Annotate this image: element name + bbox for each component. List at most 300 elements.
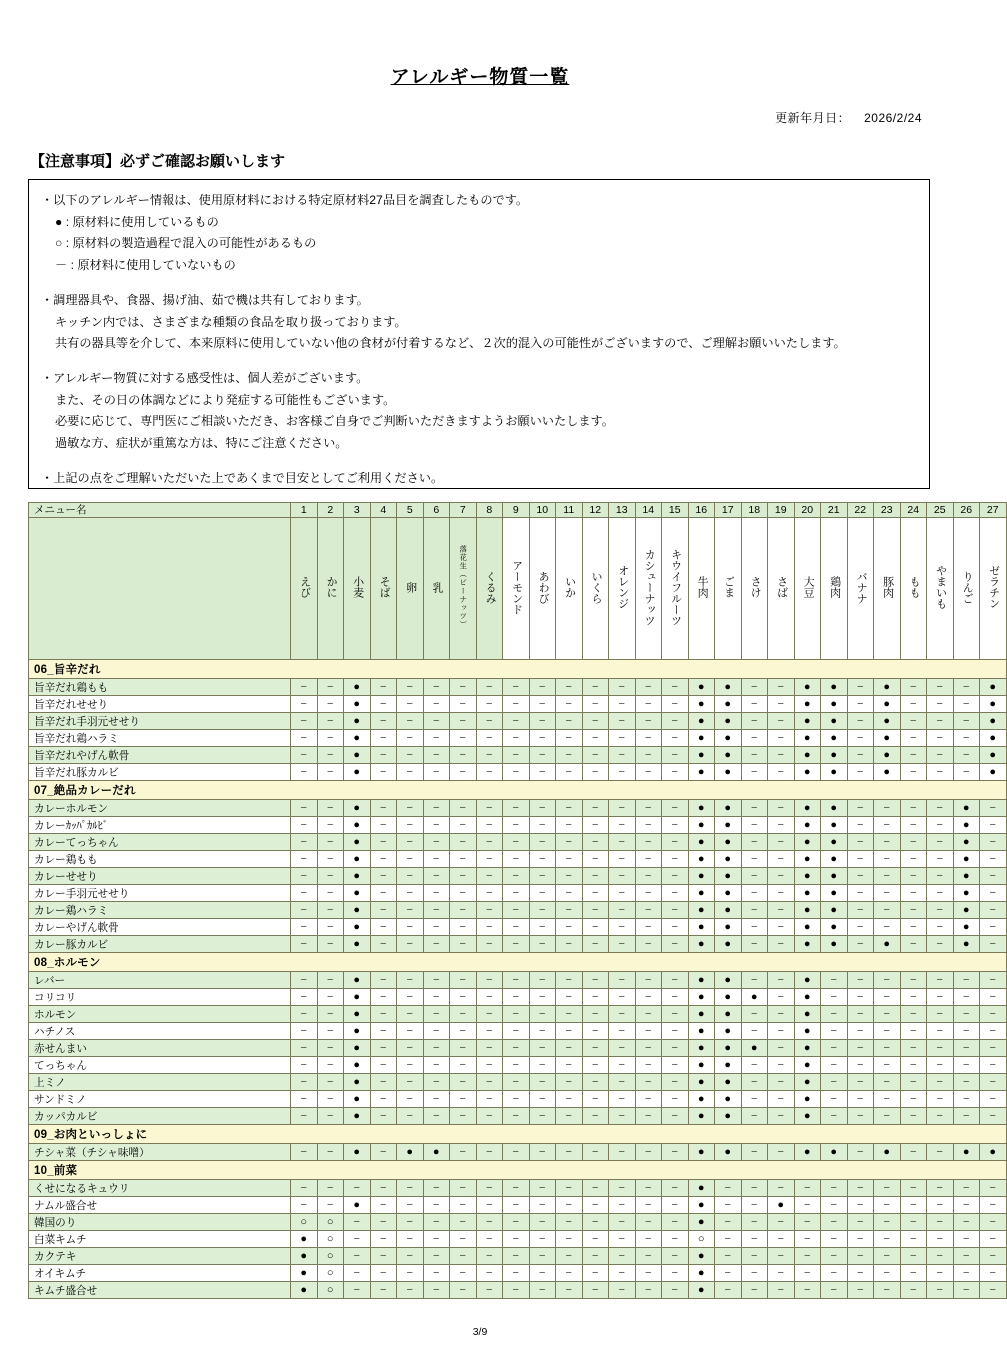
allergen-cell-11: − <box>556 868 583 885</box>
allergen-cell-19: − <box>768 817 795 834</box>
allergen-cell-4: − <box>370 834 397 851</box>
allergen-cell-16: ● <box>688 1180 715 1197</box>
allergen-cell-1: − <box>291 885 318 902</box>
allergen-cell-6: − <box>423 885 450 902</box>
allergen-cell-27: − <box>980 1057 1007 1074</box>
allergen-col-number-17: 17 <box>715 503 742 518</box>
allergen-col-number-5: 5 <box>397 503 424 518</box>
allergen-cell-2: − <box>317 713 344 730</box>
allergen-cell-20: ● <box>794 868 821 885</box>
allergen-cell-7: − <box>450 902 477 919</box>
allergen-cell-25: − <box>927 747 954 764</box>
allergen-cell-5: − <box>397 1282 424 1299</box>
allergen-cell-4: − <box>370 800 397 817</box>
allergen-cell-9: − <box>503 713 530 730</box>
allergen-cell-21: − <box>821 1180 848 1197</box>
allergen-cell-18: − <box>741 1248 768 1265</box>
allergen-cell-25: − <box>927 800 954 817</box>
allergen-cell-24: − <box>900 747 927 764</box>
allergen-cell-19: − <box>768 1091 795 1108</box>
allergen-cell-17: ● <box>715 1040 742 1057</box>
allergen-cell-14: − <box>635 989 662 1006</box>
allergen-cell-15: − <box>662 679 689 696</box>
allergen-cell-17: ● <box>715 1091 742 1108</box>
allergen-cell-7: − <box>450 1248 477 1265</box>
allergen-cell-10: − <box>529 902 556 919</box>
allergen-cell-11: − <box>556 1144 583 1161</box>
allergen-cell-12: − <box>582 902 609 919</box>
allergen-cell-23: − <box>874 834 901 851</box>
allergen-cell-22: − <box>847 679 874 696</box>
allergen-cell-12: − <box>582 1108 609 1125</box>
allergen-cell-22: − <box>847 1144 874 1161</box>
allergen-cell-21: ● <box>821 696 848 713</box>
allergen-cell-19: − <box>768 800 795 817</box>
allergen-cell-25: − <box>927 764 954 781</box>
allergen-cell-6: − <box>423 1231 450 1248</box>
allergen-cell-1: − <box>291 817 318 834</box>
section-title: 06_旨辛だれ <box>29 660 1007 679</box>
allergen-cell-7: − <box>450 868 477 885</box>
menu-item-name: カレーやげん軟骨 <box>29 919 291 936</box>
allergen-col-number-19: 19 <box>768 503 795 518</box>
allergen-cell-24: − <box>900 679 927 696</box>
allergen-cell-16: ● <box>688 1108 715 1125</box>
allergen-cell-9: − <box>503 696 530 713</box>
allergen-cell-25: − <box>927 1040 954 1057</box>
allergen-cell-18: − <box>741 1023 768 1040</box>
allergen-cell-1: − <box>291 851 318 868</box>
allergen-cell-20: ● <box>794 989 821 1006</box>
allergen-cell-9: − <box>503 730 530 747</box>
allergen-cell-18: − <box>741 919 768 936</box>
allergen-cell-26: ● <box>953 919 980 936</box>
allergen-cell-14: − <box>635 1040 662 1057</box>
allergen-cell-27: ● <box>980 713 1007 730</box>
allergen-cell-2: − <box>317 1108 344 1125</box>
allergen-cell-22: − <box>847 1074 874 1091</box>
table-row <box>29 1074 1007 1091</box>
allergen-cell-20: ● <box>794 817 821 834</box>
table-row <box>29 1248 1007 1265</box>
allergen-cell-25: − <box>927 1091 954 1108</box>
allergen-cell-22: − <box>847 989 874 1006</box>
allergen-cell-8: − <box>476 800 503 817</box>
allergen-cell-4: − <box>370 1231 397 1248</box>
allergen-cell-22: − <box>847 885 874 902</box>
allergen-cell-21: ● <box>821 936 848 953</box>
allergen-cell-27: − <box>980 817 1007 834</box>
allergen-cell-15: − <box>662 1180 689 1197</box>
allergen-cell-24: − <box>900 919 927 936</box>
table-row <box>29 800 1007 817</box>
allergen-cell-5: − <box>397 1180 424 1197</box>
allergen-cell-27: ● <box>980 747 1007 764</box>
allergen-cell-20: ● <box>794 851 821 868</box>
allergen-cell-15: − <box>662 936 689 953</box>
allergen-cell-7: − <box>450 1040 477 1057</box>
allergen-cell-15: − <box>662 851 689 868</box>
allergen-cell-5: − <box>397 885 424 902</box>
allergen-cell-15: − <box>662 902 689 919</box>
allergen-cell-14: − <box>635 1108 662 1125</box>
allergen-cell-2: − <box>317 1144 344 1161</box>
menu-item-name: カレーせせり <box>29 868 291 885</box>
allergen-cell-1: − <box>291 800 318 817</box>
allergen-cell-6: − <box>423 1040 450 1057</box>
allergen-cell-18: − <box>741 1144 768 1161</box>
allergen-cell-23: ● <box>874 1144 901 1161</box>
allergen-cell-5: − <box>397 972 424 989</box>
allergen-cell-27: − <box>980 1248 1007 1265</box>
allergen-cell-1: − <box>291 747 318 764</box>
allergen-cell-26: − <box>953 1197 980 1214</box>
allergen-cell-13: − <box>609 1144 636 1161</box>
allergen-cell-6: − <box>423 1006 450 1023</box>
allergen-cell-7: − <box>450 1023 477 1040</box>
allergen-col-number-24: 24 <box>900 503 927 518</box>
menu-item-name: カレー鶏ハラミ <box>29 902 291 919</box>
allergen-cell-17: ● <box>715 972 742 989</box>
allergen-cell-17: − <box>715 1248 742 1265</box>
allergen-col-label-10: あわび <box>529 518 556 660</box>
allergen-col-label-6: 乳 <box>423 518 450 660</box>
allergen-cell-4: − <box>370 972 397 989</box>
notice-line-9: また、その日の体調などにより発症する可能性もございます。 <box>55 392 396 407</box>
allergen-cell-3: ● <box>344 902 371 919</box>
allergen-cell-6: − <box>423 1265 450 1282</box>
allergen-cell-16: ● <box>688 800 715 817</box>
allergen-cell-1: − <box>291 1040 318 1057</box>
allergen-cell-12: − <box>582 1231 609 1248</box>
allergen-cell-6: − <box>423 868 450 885</box>
allergen-cell-18: − <box>741 1231 768 1248</box>
allergen-cell-26: − <box>953 747 980 764</box>
updated-date-line <box>0 109 960 126</box>
allergen-cell-14: − <box>635 1248 662 1265</box>
allergen-cell-20: − <box>794 1282 821 1299</box>
allergen-cell-25: − <box>927 1248 954 1265</box>
table-row <box>29 1023 1007 1040</box>
allergen-cell-21: ● <box>821 817 848 834</box>
allergen-cell-26: − <box>953 972 980 989</box>
allergen-cell-25: − <box>927 1197 954 1214</box>
allergen-cell-10: − <box>529 1074 556 1091</box>
allergen-cell-12: − <box>582 834 609 851</box>
allergen-cell-14: − <box>635 972 662 989</box>
allergen-col-label-15: キウイフルーツ <box>662 518 689 660</box>
allergen-cell-17: ● <box>715 1108 742 1125</box>
allergen-cell-3: ● <box>344 800 371 817</box>
allergen-cell-21: − <box>821 1023 848 1040</box>
allergen-label-row <box>29 518 1007 660</box>
allergen-cell-4: − <box>370 1144 397 1161</box>
allergen-cell-20: ● <box>794 1074 821 1091</box>
menu-item-name: カレーてっちゃん <box>29 834 291 851</box>
allergen-cell-14: − <box>635 1023 662 1040</box>
allergen-cell-8: − <box>476 1231 503 1248</box>
allergen-cell-18: − <box>741 747 768 764</box>
menu-name-header: メニュー名 <box>29 503 291 518</box>
allergen-cell-12: − <box>582 989 609 1006</box>
allergen-cell-9: − <box>503 1282 530 1299</box>
allergen-cell-25: − <box>927 1214 954 1231</box>
allergen-cell-13: − <box>609 696 636 713</box>
allergen-cell-19: − <box>768 1265 795 1282</box>
allergen-cell-15: − <box>662 1282 689 1299</box>
allergen-cell-14: − <box>635 1282 662 1299</box>
allergen-cell-4: − <box>370 902 397 919</box>
allergen-cell-19: − <box>768 1040 795 1057</box>
allergen-col-number-11: 11 <box>556 503 583 518</box>
allergen-cell-20: ● <box>794 764 821 781</box>
table-section-row <box>29 660 1007 679</box>
allergen-cell-21: ● <box>821 902 848 919</box>
allergen-cell-21: ● <box>821 868 848 885</box>
allergen-cell-1: − <box>291 972 318 989</box>
allergen-cell-8: − <box>476 972 503 989</box>
allergen-cell-12: − <box>582 696 609 713</box>
allergen-cell-8: − <box>476 696 503 713</box>
allergen-col-number-25: 25 <box>927 503 954 518</box>
allergen-cell-12: − <box>582 1023 609 1040</box>
allergen-cell-10: − <box>529 936 556 953</box>
allergen-cell-1: − <box>291 936 318 953</box>
allergen-cell-12: − <box>582 1180 609 1197</box>
allergen-cell-20: ● <box>794 1006 821 1023</box>
allergen-cell-21: − <box>821 1248 848 1265</box>
allergen-cell-18: − <box>741 834 768 851</box>
allergen-cell-2: ○ <box>317 1282 344 1299</box>
allergen-cell-25: − <box>927 972 954 989</box>
allergen-cell-8: − <box>476 851 503 868</box>
allergen-cell-1: ● <box>291 1282 318 1299</box>
menu-item-name: ホルモン <box>29 1006 291 1023</box>
allergen-cell-9: − <box>503 1023 530 1040</box>
allergen-cell-26: ● <box>953 800 980 817</box>
allergen-cell-2: − <box>317 868 344 885</box>
allergen-col-label-23: 豚肉 <box>874 518 901 660</box>
allergen-cell-3: ● <box>344 1023 371 1040</box>
allergen-cell-3: ● <box>344 1108 371 1125</box>
allergen-cell-17: ● <box>715 817 742 834</box>
allergen-cell-19: − <box>768 1023 795 1040</box>
allergen-cell-24: − <box>900 1282 927 1299</box>
allergen-cell-13: − <box>609 1180 636 1197</box>
allergen-cell-10: − <box>529 1214 556 1231</box>
table-row <box>29 885 1007 902</box>
allergen-cell-4: − <box>370 1091 397 1108</box>
allergen-cell-1: − <box>291 1180 318 1197</box>
table-row <box>29 834 1007 851</box>
allergen-cell-13: − <box>609 730 636 747</box>
allergen-cell-4: − <box>370 1023 397 1040</box>
allergen-cell-4: − <box>370 1006 397 1023</box>
allergen-cell-23: − <box>874 1108 901 1125</box>
allergen-cell-3: ● <box>344 919 371 936</box>
allergen-cell-7: − <box>450 679 477 696</box>
allergen-cell-9: − <box>503 851 530 868</box>
allergen-col-label-20: 大豆 <box>794 518 821 660</box>
allergen-cell-19: − <box>768 1248 795 1265</box>
allergen-cell-26: − <box>953 1091 980 1108</box>
allergen-cell-12: − <box>582 1214 609 1231</box>
allergen-table-body <box>29 660 1007 1299</box>
allergen-cell-3: ● <box>344 851 371 868</box>
allergen-cell-18: ● <box>741 989 768 1006</box>
allergen-cell-11: − <box>556 936 583 953</box>
allergen-cell-1: − <box>291 679 318 696</box>
allergen-cell-24: − <box>900 764 927 781</box>
allergen-cell-20: ● <box>794 747 821 764</box>
allergen-cell-23: − <box>874 1282 901 1299</box>
allergen-cell-25: − <box>927 851 954 868</box>
allergen-cell-22: − <box>847 851 874 868</box>
allergen-col-label-9: アーモンド <box>503 518 530 660</box>
allergen-cell-23: − <box>874 800 901 817</box>
allergen-cell-21: − <box>821 1231 848 1248</box>
notice-line-1: ・以下のアレルギー情報は、使用原材料における特定原材料27品目を調査したものです。 <box>41 193 529 207</box>
allergen-cell-9: − <box>503 1265 530 1282</box>
allergen-cell-24: − <box>900 1231 927 1248</box>
allergen-cell-10: − <box>529 1144 556 1161</box>
allergen-cell-10: − <box>529 800 556 817</box>
allergen-cell-4: − <box>370 1108 397 1125</box>
allergen-cell-25: − <box>927 834 954 851</box>
allergen-cell-7: − <box>450 1057 477 1074</box>
allergen-cell-7: − <box>450 747 477 764</box>
allergen-col-label-25: やまいも <box>927 518 954 660</box>
allergen-cell-6: − <box>423 696 450 713</box>
menu-item-name: キムチ盛合せ <box>29 1282 291 1299</box>
allergen-cell-15: − <box>662 696 689 713</box>
allergen-cell-21: − <box>821 1057 848 1074</box>
allergen-cell-17: ● <box>715 1023 742 1040</box>
updated-label: 更新年月日： <box>775 111 851 125</box>
allergen-cell-26: − <box>953 1180 980 1197</box>
allergen-cell-4: − <box>370 747 397 764</box>
allergen-col-label-27: ゼラチン <box>980 518 1007 660</box>
allergen-cell-3: ● <box>344 1074 371 1091</box>
allergen-cell-13: − <box>609 851 636 868</box>
allergen-cell-23: − <box>874 919 901 936</box>
allergen-col-label-19: さば <box>768 518 795 660</box>
allergen-cell-23: − <box>874 1006 901 1023</box>
allergen-cell-5: − <box>397 1006 424 1023</box>
allergen-cell-22: − <box>847 696 874 713</box>
allergen-cell-2: − <box>317 817 344 834</box>
allergen-cell-22: − <box>847 902 874 919</box>
allergen-cell-14: − <box>635 679 662 696</box>
allergen-cell-26: − <box>953 713 980 730</box>
allergen-cell-12: − <box>582 1091 609 1108</box>
allergen-cell-25: − <box>927 936 954 953</box>
allergen-cell-13: − <box>609 1091 636 1108</box>
allergen-cell-14: − <box>635 885 662 902</box>
allergen-cell-10: − <box>529 817 556 834</box>
allergen-cell-8: − <box>476 817 503 834</box>
allergen-cell-10: − <box>529 1108 556 1125</box>
allergen-cell-19: − <box>768 851 795 868</box>
allergen-col-number-12: 12 <box>582 503 609 518</box>
allergen-cell-17: − <box>715 1265 742 1282</box>
allergen-col-label-12: いくら <box>582 518 609 660</box>
allergen-cell-17: ● <box>715 885 742 902</box>
allergen-cell-7: − <box>450 1231 477 1248</box>
allergen-cell-4: − <box>370 817 397 834</box>
allergen-col-number-27: 27 <box>980 503 1007 518</box>
allergen-cell-11: − <box>556 1214 583 1231</box>
allergen-cell-19: − <box>768 1144 795 1161</box>
allergen-cell-11: − <box>556 989 583 1006</box>
allergen-cell-10: − <box>529 1006 556 1023</box>
allergen-cell-23: − <box>874 1040 901 1057</box>
allergen-cell-10: − <box>529 1248 556 1265</box>
allergen-cell-9: − <box>503 989 530 1006</box>
allergen-cell-23: − <box>874 989 901 1006</box>
allergen-cell-11: − <box>556 764 583 781</box>
allergen-cell-7: − <box>450 1214 477 1231</box>
allergen-cell-16: ● <box>688 1214 715 1231</box>
allergen-cell-20: ● <box>794 919 821 936</box>
allergen-cell-27: ● <box>980 679 1007 696</box>
allergen-cell-27: − <box>980 1265 1007 1282</box>
allergen-cell-26: ● <box>953 851 980 868</box>
table-row <box>29 713 1007 730</box>
allergen-cell-21: − <box>821 1074 848 1091</box>
allergen-cell-24: − <box>900 1144 927 1161</box>
allergen-cell-20: ● <box>794 1108 821 1125</box>
table-row <box>29 1214 1007 1231</box>
allergen-cell-25: − <box>927 1057 954 1074</box>
allergen-cell-12: − <box>582 868 609 885</box>
allergen-cell-20: − <box>794 1214 821 1231</box>
allergen-cell-12: − <box>582 764 609 781</box>
allergen-cell-16: ● <box>688 972 715 989</box>
allergen-cell-8: − <box>476 1091 503 1108</box>
allergen-cell-1: − <box>291 730 318 747</box>
allergen-cell-13: − <box>609 868 636 885</box>
allergen-cell-20: ● <box>794 1057 821 1074</box>
allergen-cell-19: − <box>768 679 795 696</box>
table-row <box>29 1108 1007 1125</box>
allergen-cell-21: ● <box>821 851 848 868</box>
allergen-cell-19: − <box>768 989 795 1006</box>
table-row <box>29 972 1007 989</box>
allergen-cell-5: − <box>397 851 424 868</box>
allergen-cell-2: ○ <box>317 1265 344 1282</box>
allergen-cell-14: − <box>635 1057 662 1074</box>
allergen-cell-3: − <box>344 1214 371 1231</box>
allergen-cell-2: − <box>317 936 344 953</box>
allergen-cell-23: ● <box>874 679 901 696</box>
allergen-cell-16: ● <box>688 1197 715 1214</box>
table-row <box>29 1231 1007 1248</box>
allergen-cell-15: − <box>662 1091 689 1108</box>
allergen-cell-22: − <box>847 1006 874 1023</box>
menu-item-name: 上ミノ <box>29 1074 291 1091</box>
table-row <box>29 747 1007 764</box>
allergen-cell-24: − <box>900 834 927 851</box>
allergen-cell-27: − <box>980 1197 1007 1214</box>
allergen-cell-8: − <box>476 936 503 953</box>
allergen-cell-13: − <box>609 1108 636 1125</box>
menu-item-name: カレー手羽元せせり <box>29 885 291 902</box>
allergen-cell-26: − <box>953 1074 980 1091</box>
allergen-col-number-2: 2 <box>317 503 344 518</box>
section-title: 07_絶品カレーだれ <box>29 781 1007 800</box>
allergen-cell-3: ● <box>344 1144 371 1161</box>
